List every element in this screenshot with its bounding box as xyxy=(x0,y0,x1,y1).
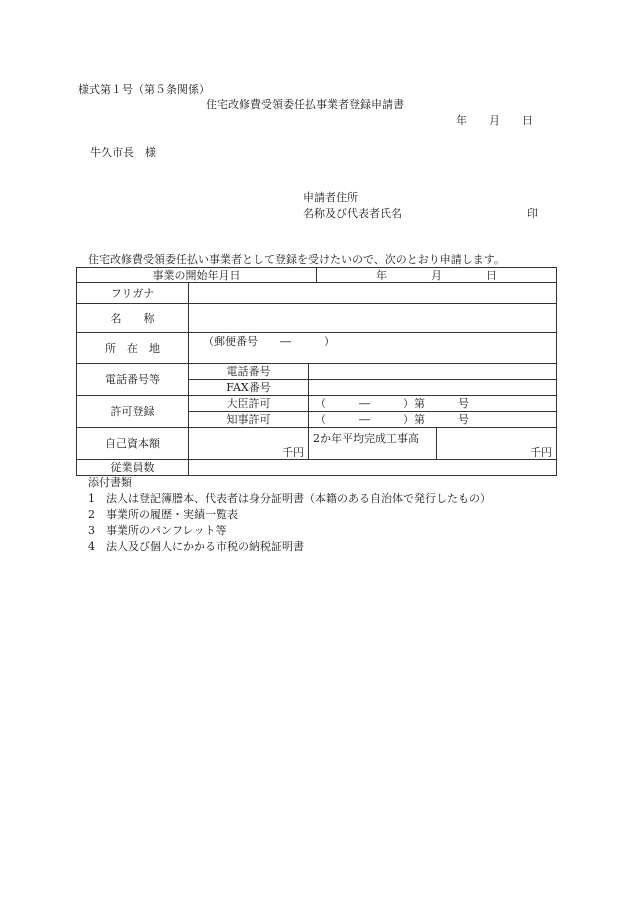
name-field[interactable] xyxy=(189,304,557,333)
fax-label: FAX番号 xyxy=(189,380,309,396)
avg-work-field[interactable] xyxy=(437,428,557,460)
attachment-item: 3 事業所のパンフレット等 xyxy=(88,524,227,537)
table-row xyxy=(77,396,557,412)
furigana-label: フリガナ xyxy=(77,283,189,304)
employees-field[interactable] xyxy=(189,460,557,476)
capital-label: 自己資本額 xyxy=(77,428,189,460)
furigana-field[interactable] xyxy=(189,283,557,304)
table-row xyxy=(77,364,557,380)
table-row xyxy=(77,333,557,364)
attachment-item: 4 法人及び個人にかかる市税の納税証明書 xyxy=(88,540,304,553)
attachment-item: 1 法人は登記簿謄本、代表者は身分証明書（本籍のある自治体で発行したもの） xyxy=(88,492,491,505)
table-row xyxy=(77,283,557,304)
postal-label: （郵便番号 ― ） xyxy=(203,335,335,348)
attachments-heading: 添付書類 xyxy=(88,476,132,489)
table-row xyxy=(77,304,557,333)
form-number: 様式第１号（第５条関係） xyxy=(78,83,210,96)
table-row xyxy=(77,428,557,460)
governor-permit-label: 知事許可 xyxy=(189,412,309,428)
start-date-label: 事業の開始年月日 xyxy=(77,268,317,283)
phone-field[interactable] xyxy=(309,364,557,380)
location-label: 所 在 地 xyxy=(77,333,189,364)
table-row xyxy=(77,268,557,283)
start-date-value[interactable]: 年 月 日 xyxy=(317,268,557,283)
table-row xyxy=(77,460,557,476)
application-table xyxy=(76,267,557,476)
fax-field[interactable] xyxy=(309,380,557,396)
seal-mark: 印 xyxy=(527,207,538,220)
phone-group-label: 電話番号等 xyxy=(77,364,189,396)
date-line: 年 月 日 xyxy=(456,114,533,127)
phone-label: 電話番号 xyxy=(189,364,309,380)
name-label: 名 称 xyxy=(77,304,189,333)
addressee: 牛久市長 様 xyxy=(90,146,156,159)
avg-work-unit: 千円 xyxy=(530,446,553,459)
attachment-item: 2 事業所の履歴・実績一覧表 xyxy=(88,508,238,521)
applicant-address-label: 申請者住所 xyxy=(303,191,358,204)
applicant-name-label: 名称及び代表者氏名 xyxy=(303,207,402,220)
avg-work-label: 2か年平均完成工事高 xyxy=(309,428,437,460)
page-title: 住宅改修費受領委任払事業者登録申請書 xyxy=(206,98,404,111)
location-field[interactable] xyxy=(189,333,557,364)
employees-label: 従業員数 xyxy=(77,460,189,476)
governor-permit-field[interactable]: （ ― ）第 号 xyxy=(309,412,557,428)
capital-unit: 千円 xyxy=(282,446,304,459)
intro-text: 住宅改修費受領委任払い事業者として登録を受けたいので、次のとおり申請します。 xyxy=(88,253,505,266)
permit-label: 許可登録 xyxy=(77,396,189,428)
capital-field[interactable] xyxy=(189,428,309,460)
minister-permit-label: 大臣許可 xyxy=(189,396,309,412)
minister-permit-field[interactable]: （ ― ）第 号 xyxy=(309,396,557,412)
